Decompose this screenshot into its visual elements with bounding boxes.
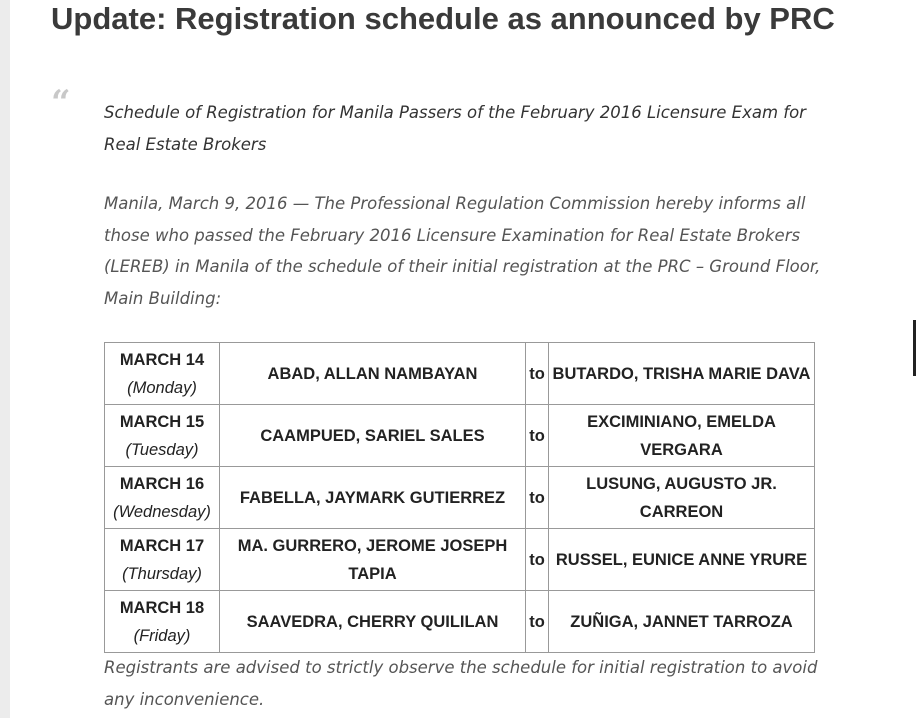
announcement-paragraph: Manila, March 9, 2016 — The Professional Regulation Commission hereby informs all those who passed the February 2016 Licensure Examination for Real Estate Brokers (LEREB) in Manila of the schedule of their initial registration at the PRC – Ground Floor, Main Building: <box>104 194 821 308</box>
from-name-cell: ABAD, ALLAN NAMBAYAN <box>220 343 526 405</box>
date-cell <box>105 467 220 529</box>
day-label: (Friday) <box>133 626 191 645</box>
date-label: MARCH 16 <box>119 474 205 493</box>
quote-icon: “ <box>51 83 71 123</box>
table-row <box>105 343 815 405</box>
to-separator: to <box>526 343 549 405</box>
schedule-table <box>104 342 815 653</box>
day-label: (Monday) <box>127 378 197 397</box>
from-name-cell: CAAMPUED, SARIEL SALES <box>220 405 526 467</box>
to-separator: to <box>526 467 549 529</box>
to-name-cell: LUSUNG, AUGUSTO JR. CARREON <box>549 467 815 529</box>
footer-note: Registrants are advised to strictly observe the schedule for initial registration to avoid any inconvenience. <box>104 658 818 709</box>
date-cell <box>105 591 220 653</box>
to-separator: to <box>526 405 549 467</box>
date-label: MARCH 17 <box>119 536 205 555</box>
date-label: MARCH 18 <box>119 598 205 617</box>
date-cell <box>105 529 220 591</box>
to-name-cell: RUSSEL, EUNICE ANNE YRURE <box>549 529 815 591</box>
day-label: (Wednesday) <box>113 502 211 521</box>
table-row <box>105 529 815 591</box>
from-name-cell: SAAVEDRA, CHERRY QUILILAN <box>220 591 526 653</box>
day-label: (Tuesday) <box>125 440 199 459</box>
date-label: MARCH 14 <box>119 350 205 369</box>
from-name-cell: FABELLA, JAYMARK GUTIERREZ <box>220 467 526 529</box>
to-separator: to <box>526 529 549 591</box>
schedule-heading: Schedule of Registration for Manila Passers of the February 2016 Licensure Exam for Real Estate Brokers <box>104 103 806 154</box>
date-label: MARCH 15 <box>119 412 205 431</box>
table-row <box>105 591 815 653</box>
to-name-cell: ZUÑIGA, JANNET TARROZA <box>549 591 815 653</box>
blockquote <box>104 97 824 314</box>
to-name-cell: EXCIMINIANO, EMELDA VERGARA <box>549 405 815 467</box>
table-row <box>105 405 815 467</box>
article-title: Update: Registration schedule as announced by PRC <box>51 1 835 36</box>
day-label: (Thursday) <box>122 564 202 583</box>
scroll-indicator <box>913 320 916 376</box>
from-name-cell: MA. GURRERO, JEROME JOSEPH TAPIA <box>220 529 526 591</box>
left-sidebar-strip <box>0 0 10 718</box>
date-cell <box>105 405 220 467</box>
date-cell <box>105 343 220 405</box>
to-name-cell: BUTARDO, TRISHA MARIE DAVA <box>549 343 815 405</box>
to-separator: to <box>526 591 549 653</box>
table-row <box>105 467 815 529</box>
